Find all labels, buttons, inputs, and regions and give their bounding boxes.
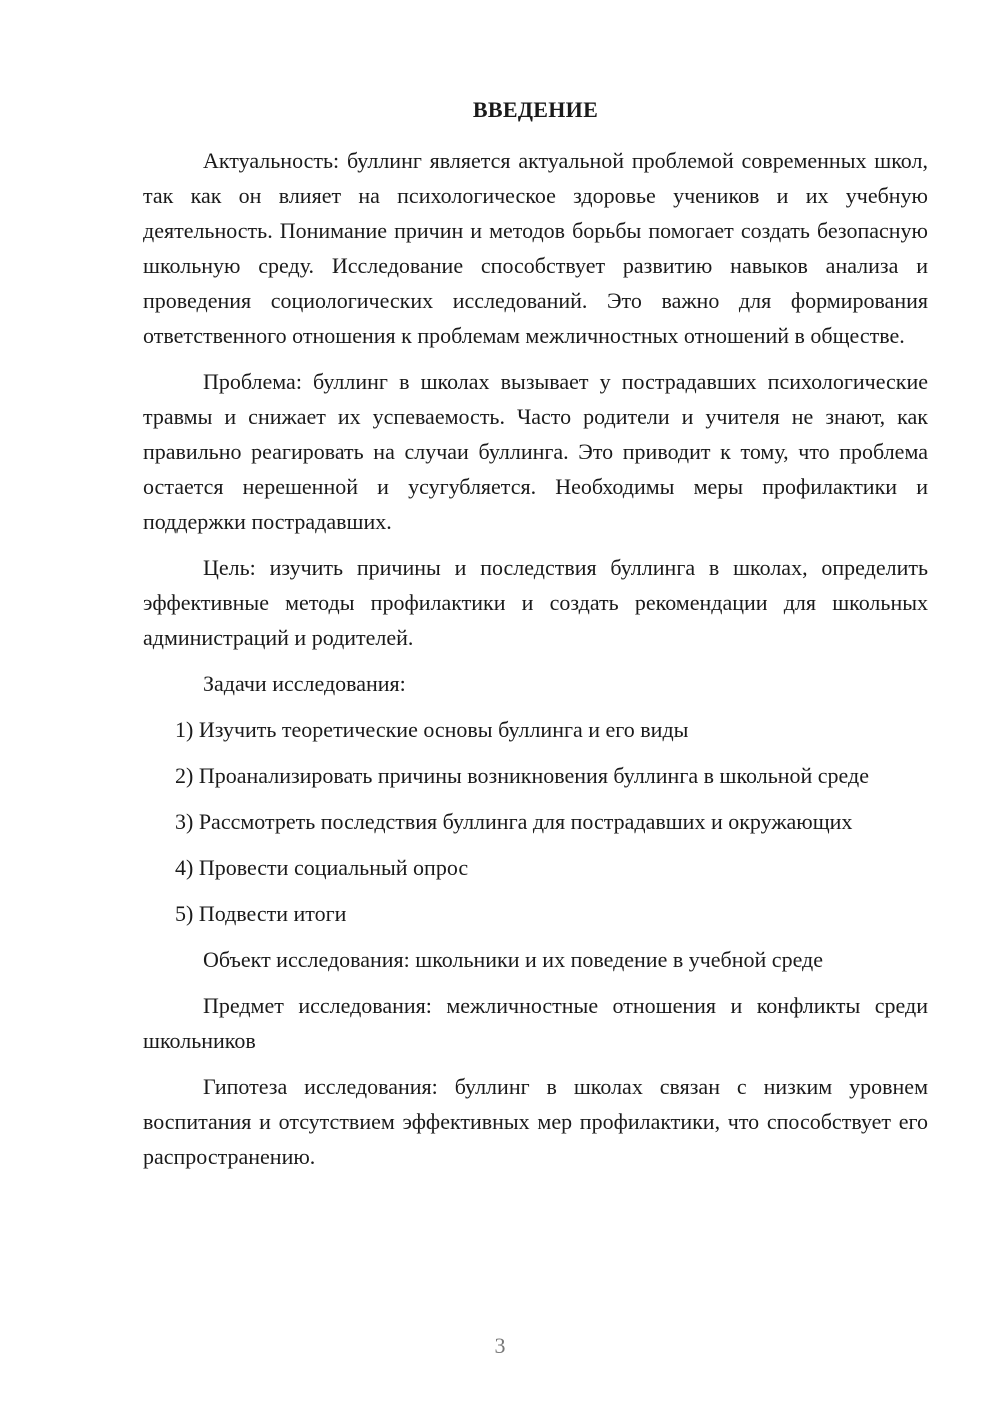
paragraph-object: Объект исследования: школьники и их поведение в учебной среде xyxy=(203,947,823,972)
document-title: ВВЕДЕНИЕ xyxy=(472,97,599,122)
document-page xyxy=(143,92,928,1174)
paragraph-goal: Цель: изучить причины и последствия буллинга в школах, определить эффективные методы профилактики и создать рекомендации для школьных администраций и родителей. xyxy=(143,555,928,650)
tasks-heading: Задачи исследования: xyxy=(203,671,406,696)
task-item-4: 4) Провести социальный опрос xyxy=(175,855,469,880)
task-item-3: 3) Рассмотреть последствия буллинга для пострадавших и окружающих xyxy=(175,809,853,834)
paragraph-subject: Предмет исследования: межличностные отношения и конфликты среди школьников xyxy=(143,993,928,1053)
page-number: 3 xyxy=(494,1333,506,1358)
task-item-1: 1) Изучить теоретические основы буллинга и его виды xyxy=(175,717,689,742)
task-item-2: 2) Проанализировать причины возникновения буллинга в школьной среде xyxy=(175,763,869,788)
task-item-5: 5) Подвести итоги xyxy=(175,901,347,926)
paragraph-relevance: Актуальность: буллинг является актуальной проблемой современных школ, так как он влияет на психологическое здоровье учеников и их учебную деятельность. Понимание причин и методов борьбы помогает создать безопасную школьную среду. Исследование способствует развитию навыков анализа и проведения социологических исследований. Это важно для формирования ответственного отношения к проблемам межличностных отношений в обществе. xyxy=(143,148,928,348)
paragraph-problem: Проблема: буллинг в школах вызывает у пострадавших психологические травмы и снижает их успеваемость. Часто родители и учителя не знают, как правильно реагировать на случаи буллинга. Это приводит к тому, что проблема остается нерешенной и усугубляется. Необходимы меры профилактики и поддержки пострадавших. xyxy=(143,369,928,534)
paragraph-hypothesis: Гипотеза исследования: буллинг в школах связан с низким уровнем воспитания и отсутствием эффективных мер профилактики, что способствует его распространению. xyxy=(143,1074,928,1169)
